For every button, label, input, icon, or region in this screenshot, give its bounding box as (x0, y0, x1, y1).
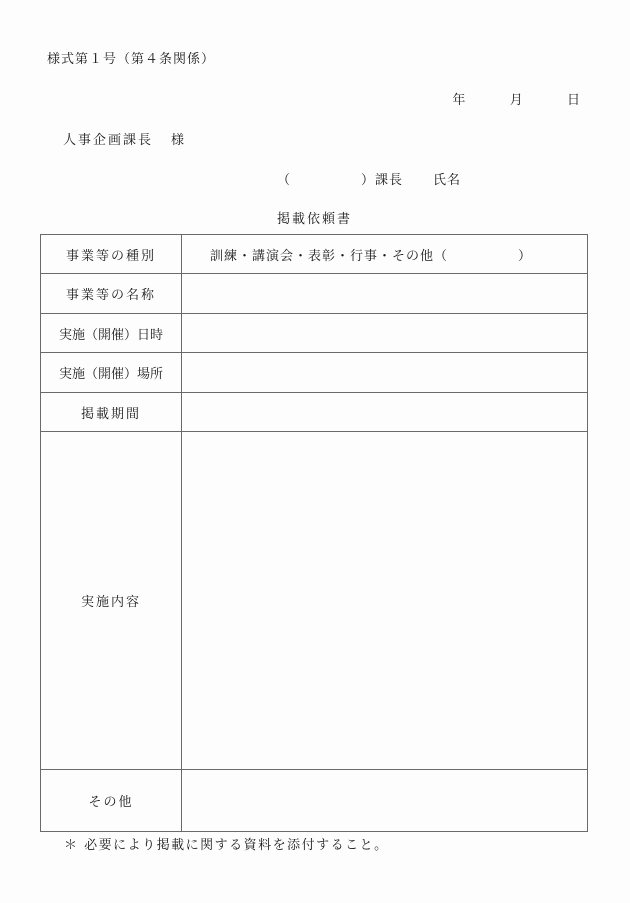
event-content-label: 実施内容 (41, 432, 182, 770)
posting-period-label: 掲載期間 (41, 393, 182, 432)
request-form-table (40, 234, 588, 832)
row-event-datetime (41, 314, 588, 353)
applicant-close-paren: ） (361, 173, 376, 188)
event-location-field[interactable] (182, 353, 588, 393)
row-other (41, 770, 588, 832)
addressee (63, 129, 186, 148)
row-posting-period (41, 393, 588, 432)
event-type-options: 訓練・講演会・表彰・行事・その他（ (210, 248, 449, 264)
date-line (412, 89, 580, 108)
event-location-label: 実施（開催）場所 (41, 353, 182, 393)
event-datetime-field[interactable] (182, 314, 588, 353)
event-type-choices[interactable] (182, 235, 588, 274)
event-datetime-label: 実施（開催）日時 (41, 314, 182, 353)
addressee-honorific: 様 (171, 133, 187, 148)
form-number: 様式第１号（第４条関係） (47, 52, 216, 67)
row-event-name (41, 274, 588, 314)
applicant-title: 課長 (375, 173, 404, 188)
month-label: 月 (509, 93, 523, 108)
event-content-field[interactable] (182, 432, 588, 770)
other-label: その他 (41, 770, 182, 832)
applicant-open-paren: （ (277, 173, 292, 188)
year-label: 年 (452, 93, 466, 108)
addressee-name: 人事企画課長 (63, 133, 154, 148)
event-name-field[interactable] (182, 274, 588, 314)
attachment-note: ＊ 必要により掲載に関する資料を添付すること。 (64, 838, 389, 853)
document-title: 掲載依頼書 (277, 212, 353, 227)
day-label: 日 (566, 93, 580, 108)
row-event-content (41, 432, 588, 770)
event-type-close-paren: ） (518, 248, 533, 264)
event-name-label: 事業等の名称 (41, 274, 182, 314)
applicant-name-label: 氏名 (433, 173, 462, 188)
row-event-location (41, 353, 588, 393)
applicant-line (277, 169, 461, 188)
posting-period-field[interactable] (182, 393, 588, 432)
row-event-type (41, 235, 588, 274)
event-type-label: 事業等の種別 (41, 235, 182, 274)
other-field[interactable] (182, 770, 588, 832)
